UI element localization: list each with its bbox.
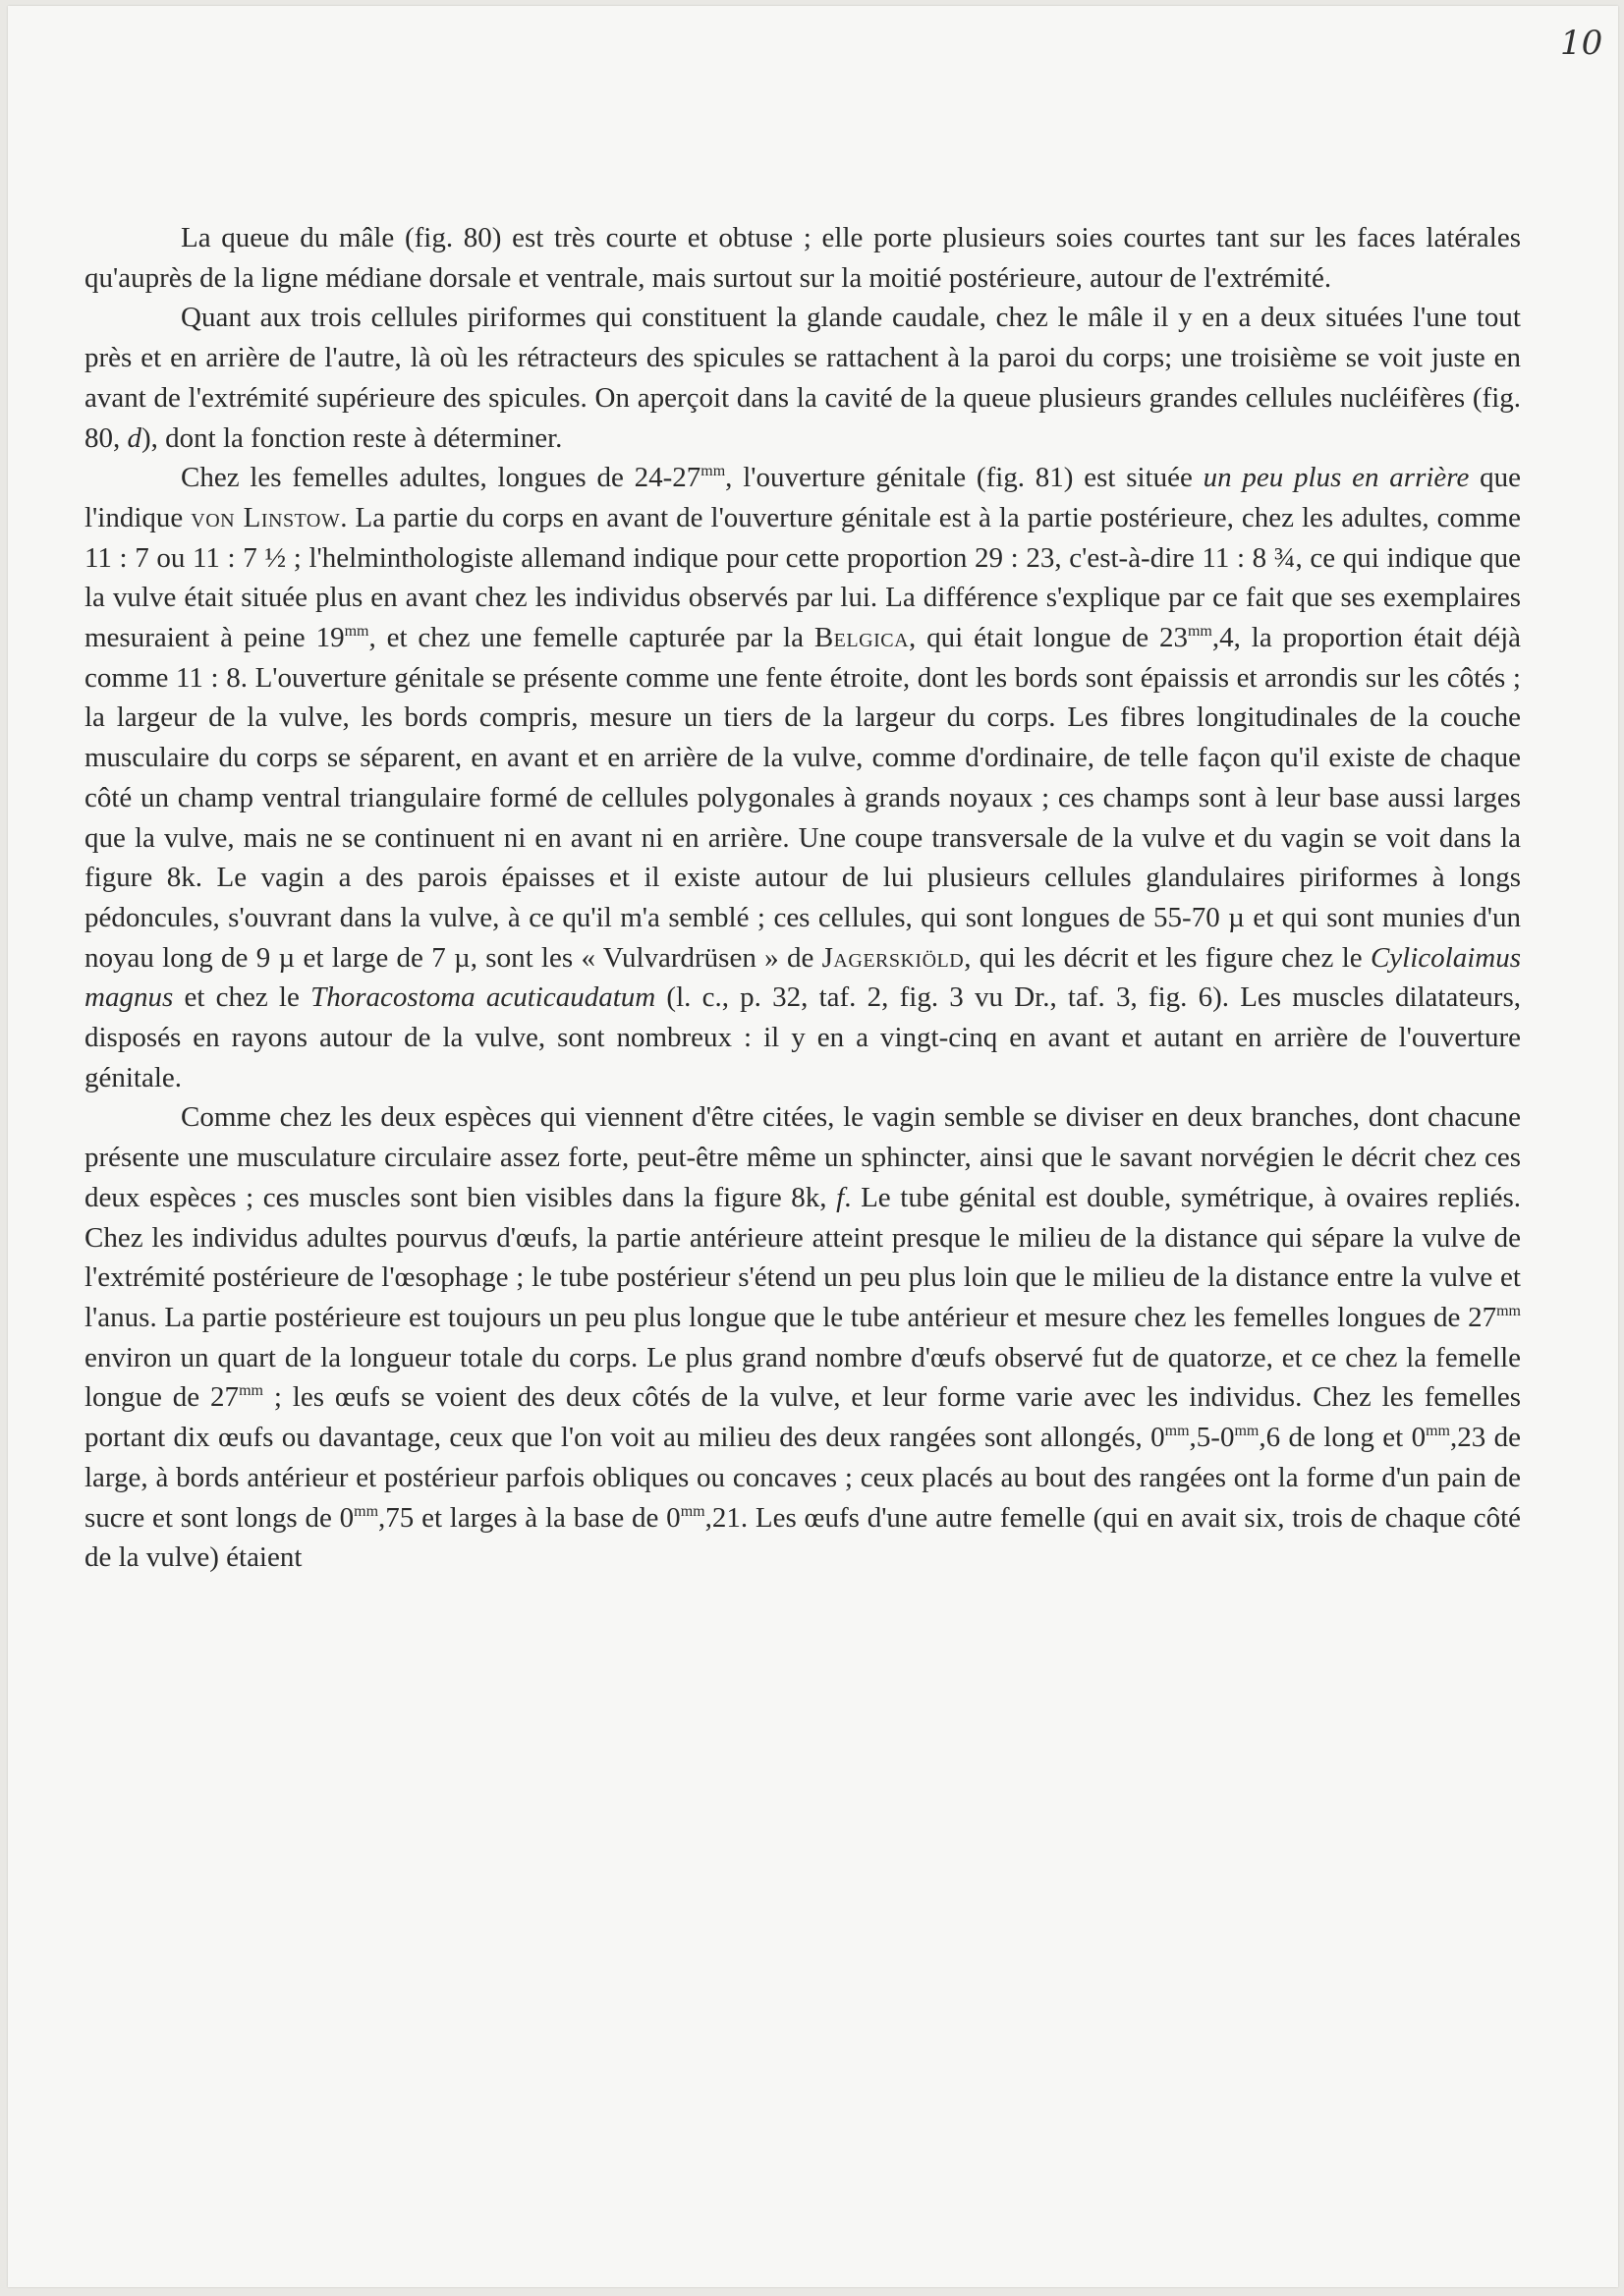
- italic-text: f: [836, 1181, 845, 1213]
- text-run: , et chez une femelle capturée par la: [368, 622, 814, 654]
- text-run: et chez le: [173, 981, 311, 1014]
- text-run: La queue du mâle (fig. 80) est très courte et obtuse ; elle porte plusieurs soies courtes tant sur les faces latérales qu'auprès de la ligne médiane dorsale et ventrale, mais surtout sur la moitié postérieure, autour de l'extrémité.: [84, 222, 1521, 294]
- text-run: , qui était longue de 23: [909, 622, 1188, 654]
- text-run: ,21. Les œufs d'une autre femelle (qui en avait six, trois de chaque côté de la vulve) étaient: [84, 1501, 1522, 1574]
- unit-superscript: mm: [354, 1502, 379, 1520]
- text-run: ; les œufs se voient des deux côtés de la vulve, et leur forme varie avec les individus. Chez les femelles portant dix œufs ou davantage, ceux que l'on voit au milieu des deux rangées sont allongés, 0: [84, 1381, 1521, 1454]
- text-run: ,23 de large, à bords antérieur et postérieur parfois obliques ou concaves ; ceux placés au bout des rangées ont la forme d'un pain de sucre et sont longs de 0: [84, 1422, 1522, 1534]
- text-run: ,4, la proportion était déjà comme 11 : 8. L'ouverture génitale se présente comme une fente étroite, dont les bords sont épaissis et arrondis sur les côtés ; la largeur de la vulve, les bords compris, mesure un tiers de la largeur du corps. Les fibres longitudinales de la couche musculaire du corps se séparent, en avant et en arrière de la vulve, comme d'ordinaire, de telle façon qu'il existe de chaque côté un champ ventral triangulaire formé de cellules polygonales à grands noyaux ; ces champs sont à leur base aussi larges que la vulve, mais ne se continuent ni en avant ni en arrière. Une coupe transversale de la vulve et du vagin se voit dans la figure 8k. Le vagin a des parois épaisses et il existe autour de lui plusieurs cellules glandulaires piriformes à longs pédoncules, s'ouvrant dans la vulve, à ce qu'il m'a semblé ; ces cellules, qui sont longues de 55-70 µ et qui sont munies d'un noyau long de 9 µ et large de 7 µ, sont les « Vulvardrüsen » de: [84, 622, 1521, 974]
- italic-text: un peu plus en arrière: [1203, 462, 1470, 494]
- unit-superscript: mm: [1496, 1302, 1521, 1319]
- italic-text: Cylicolaimus magnus: [84, 941, 1521, 1014]
- text-run: . La partie du corps en avant de l'ouverture génitale est à la partie postérieure, chez les adultes, comme 11 : 7 ou 11 : 7 ½ ; l'helminthologiste allemand indique pour cette proportion 29 : 23, c'est-à-dire 11 : 8 ¾, ce qui indique que la vulve était située plus en avant chez les individus observés par lui. La différence s'explique par ce fait que ses exemplaires mesuraient à peine 19: [84, 501, 1521, 654]
- unit-superscript: mm: [1426, 1423, 1450, 1440]
- unit-superscript: mm: [700, 463, 726, 480]
- text-run: ,5-0: [1189, 1422, 1235, 1454]
- text-run: Comme chez les deux espèces qui viennent d'être citées, le vagin semble se diviser en deux branches, dont chacune présente une musculature circulaire assez forte, peut-être même un sphincter, ainsi que le savant norvégien le décrit chez ces deux espèces ; ces muscles sont bien visibles dans la figure 8k,: [84, 1101, 1521, 1213]
- italic-text: Thoracostoma acuticaudatum: [310, 981, 656, 1014]
- text-run: ,6 de long et 0: [1259, 1422, 1427, 1454]
- unit-superscript: mm: [680, 1502, 705, 1520]
- small-caps-text: Belgica: [813, 622, 910, 654]
- text-run: Chez les femelles adultes, longues de 24-27: [181, 462, 701, 494]
- text-run: que l'indique: [84, 462, 1522, 533]
- unit-superscript: mm: [1187, 623, 1212, 641]
- paragraph: [84, 218, 1521, 298]
- text-run: environ un quart de la longueur totale du corps. Le plus grand nombre d'œufs observé fut de quatorze, et ce chez la femelle longue de 27: [84, 1341, 1521, 1414]
- text-run: ,75 et larges à la base de 0: [378, 1501, 681, 1534]
- unit-superscript: mm: [239, 1382, 263, 1400]
- text-run: , qui les décrit et les figure chez le: [964, 941, 1371, 974]
- text-run: . Le tube génital est double, symétrique, à ovaires repliés. Chez les individus adultes pourvus d'œufs, la partie antérieure atteint presque le milieu de la distance qui sépare la vulve de l'extrémité postérieure de l'œsophage ; le tube postérieur s'étend un peu plus loin que le milieu de la distance entre la vulve et l'anus. La partie postérieure est toujours un peu plus longue que le tube antérieur et mesure chez les femelles longues de 27: [84, 1181, 1521, 1333]
- text-run: Quant aux trois cellules piriformes qui constituent la glande caudale, chez le mâle il y en a deux situées l'une tout près et en arrière de l'autre, là où les rétracteurs des spicules se rattachent à la paroi du corps; une troisième se voit juste en avant de l'extrémité supérieure des spicules. On aperçoit dans la cavité de la queue plusieurs grandes cellules nucléifères (fig. 80,: [84, 302, 1521, 454]
- paragraph: [84, 458, 1521, 1097]
- paragraph: [84, 298, 1521, 458]
- document-page: [8, 6, 1618, 2287]
- text-run: ), dont la fonction reste à déterminer.: [141, 421, 563, 454]
- text-run: , l'ouverture génitale (fig. 81) est située: [725, 462, 1204, 494]
- text-run: (l. c., p. 32, taf. 2, fig. 3 vu Dr., taf. 3, fig. 6). Les muscles dilatateurs, disposés en rayons autour de la vulve, sont nombreux : il y en a vingt-cinq en avant et autant en arrière de l'ouverture génitale.: [84, 981, 1521, 1093]
- paragraph: [84, 1097, 1521, 1577]
- small-caps-text: von Linstow: [191, 501, 341, 533]
- unit-superscript: mm: [344, 623, 369, 641]
- body-text: [84, 218, 1521, 1578]
- small-caps-text: Jagerskiöld: [821, 941, 965, 974]
- unit-superscript: mm: [1234, 1423, 1260, 1440]
- italic-text: d: [127, 421, 141, 454]
- unit-superscript: mm: [1164, 1423, 1190, 1440]
- page-number: 10: [1560, 24, 1603, 63]
